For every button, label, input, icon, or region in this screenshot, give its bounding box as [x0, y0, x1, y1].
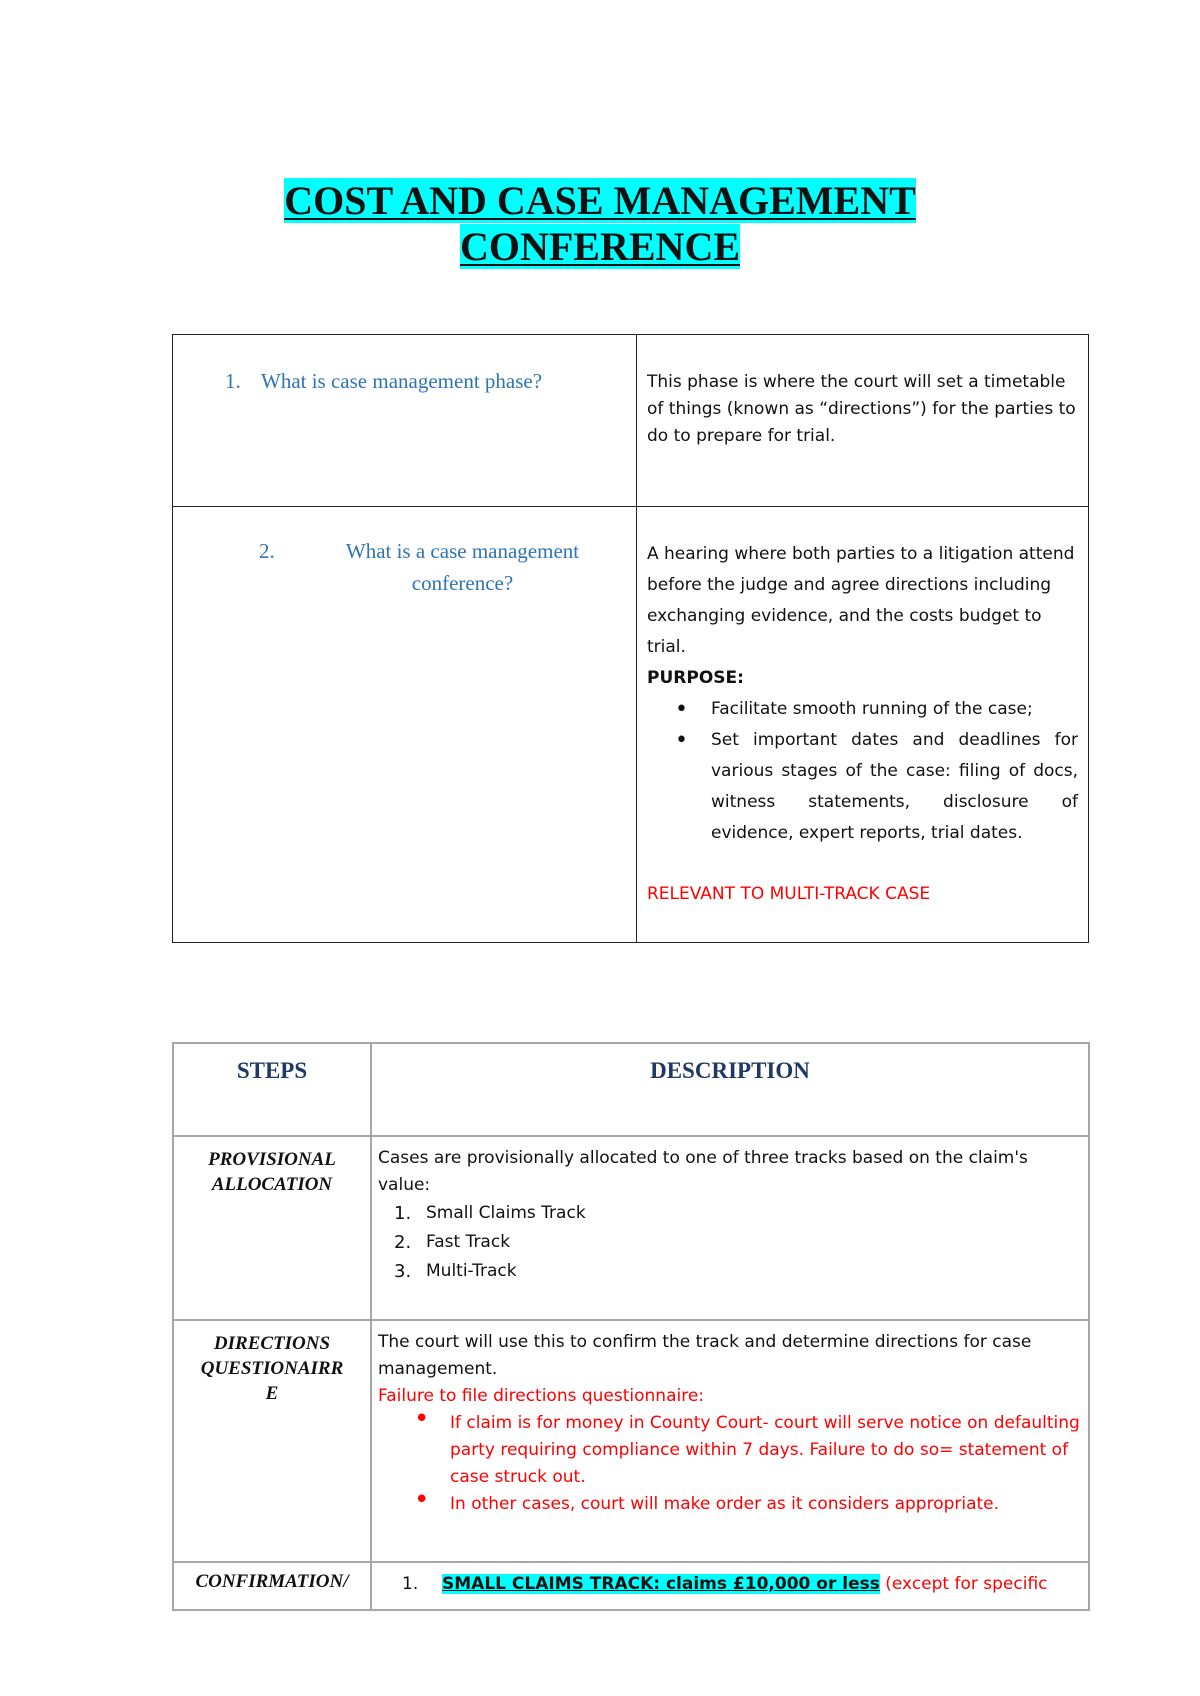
step-line: QUESTIONAIRR: [200, 1358, 344, 1379]
list-item: • In other cases, court will make order as it considers appropriate.: [450, 1491, 1080, 1518]
qa-table: [172, 334, 1089, 943]
list-item: • Set important dates and deadlines for various stages of the case: filing of docs, witness statements, disclosure of evidence, expert reports, trial dates.: [711, 725, 1078, 849]
answer-cell-2: [637, 507, 1089, 943]
track-number: 1.: [394, 1203, 412, 1224]
provisional-intro: Cases are provisionally allocated to one of three tracks based on the claim's value:: [378, 1148, 1028, 1195]
question-text: What is case management phase?: [261, 369, 543, 393]
steps-table: [172, 1042, 1090, 1611]
qa-row-1: [173, 335, 1089, 507]
description-provisional: [371, 1136, 1089, 1320]
step-line: DIRECTIONS: [213, 1333, 331, 1354]
step-provisional-allocation: PROVISIONAL ALLOCATION: [173, 1136, 371, 1320]
failure-label: Failure to file directions questionnaire:: [378, 1386, 705, 1406]
purpose-list: [647, 694, 1078, 849]
step-directions-questionnaire: [173, 1320, 371, 1562]
table-row: [173, 1562, 1089, 1610]
step-confirmation: CONFIRMATION/: [173, 1562, 371, 1610]
list-item: [394, 1228, 1080, 1257]
list-item: • Facilitate smooth running of the case;: [711, 694, 1078, 725]
title-line-2: CONFERENCE: [459, 224, 741, 269]
title-line-1: COST AND CASE MANAGEMENT: [284, 178, 916, 223]
question-text: What is a case management conference?: [345, 539, 580, 595]
question-number: 1.: [225, 369, 241, 393]
answer-cell-1: [637, 335, 1089, 507]
table-row: [173, 1320, 1089, 1562]
list-item: [394, 1199, 1080, 1228]
track-label: Multi-Track: [426, 1261, 517, 1281]
description-confirmation: [371, 1562, 1089, 1610]
document-title: [0, 178, 1200, 270]
qa-row-2: [173, 507, 1089, 943]
question-cell-2: [173, 507, 637, 943]
list-item: [394, 1257, 1080, 1286]
table-row: [173, 1136, 1089, 1320]
steps-header-row: [173, 1043, 1089, 1136]
track-label: Small Claims Track: [426, 1203, 586, 1223]
small-claims-highlight: SMALL CLAIMS TRACK: claims £10,000 or less: [442, 1574, 880, 1594]
header-steps: STEPS: [173, 1043, 371, 1136]
track-label: Fast Track: [426, 1232, 511, 1252]
step-line: E: [265, 1383, 279, 1404]
directions-text: The court will use this to confirm the track and determine directions for case management.: [378, 1332, 1032, 1379]
track-number: 3.: [394, 1261, 412, 1282]
relevance-note: RELEVANT TO MULTI-TRACK CASE: [647, 884, 931, 904]
answer-text: A hearing where both parties to a litigation attend before the judge and agree directions including exchanging evidence, and the costs budget to trial.: [647, 544, 1075, 657]
track-list: [378, 1199, 1080, 1286]
list-item: • If claim is for money in County Court- court will serve notice on defaulting party requiring compliance within 7 days. Failure to do so= statement of case struck out.: [450, 1410, 1080, 1491]
header-description: DESCRIPTION: [371, 1043, 1089, 1136]
description-directions: [371, 1320, 1089, 1562]
failure-list: [378, 1410, 1080, 1518]
purpose-label: PURPOSE:: [647, 668, 744, 688]
track-number: 2.: [394, 1232, 412, 1253]
answer-text: This phase is where the court will set a timetable of things (known as “directions”) for the parties to do to prepare for trial.: [647, 372, 1076, 446]
confirmation-number: 1.: [402, 1574, 419, 1594]
question-cell-1: [173, 335, 637, 507]
confirmation-rest: (except for specific: [879, 1574, 1048, 1594]
question-number: 2.: [259, 539, 275, 563]
